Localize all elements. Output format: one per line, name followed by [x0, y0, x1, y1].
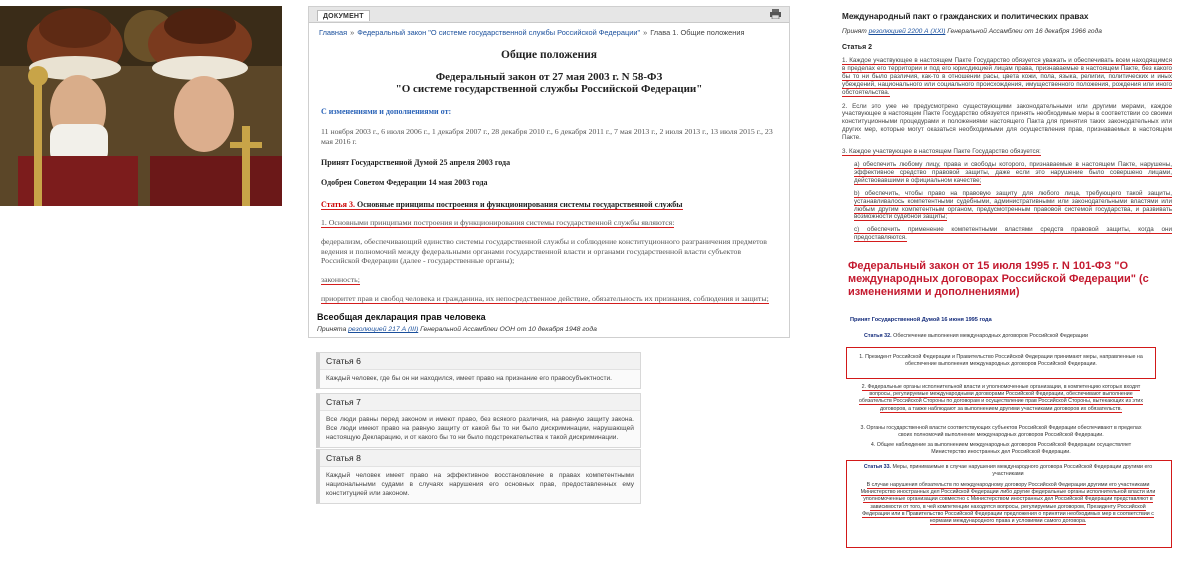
udhr-article-7: [316, 393, 641, 448]
fz101-article-32-heading: [864, 333, 1172, 339]
udhr-article-8: [316, 449, 641, 504]
udhr-article-8-text: Каждый человек имеет право на эффективное восстановление в правах компетентными национальными судами в случаях нарушения его основных прав, предоставленных ему конституцией или законом.: [326, 472, 634, 497]
udhr-section: [308, 312, 788, 562]
article-3-legality-text: законность;: [321, 275, 360, 285]
iccpr-p1-text: 1. Каждое участвующее в настоящем Пакте Государство обязуется уважать и обеспечивать всем находящимся в пределах его территории и под его юрисдикцией лицам права, признаваемые в настоящем Пакте, без какого бы то ни было различия, как-то в отношении расы, цвета кожи, пола, языка, религии, политических и иных убеждений, национального или социального происхождения, имущественного положения, рождения или иного обстоятельства.: [842, 57, 1172, 96]
iccpr-subtitle: [842, 28, 1172, 35]
iccpr-p3b: [854, 190, 1172, 222]
document-panel: [308, 6, 790, 338]
fz101-article-33-body: В случае нарушения обязательств по международному договору Российской Федерации другими его участниками Министерство иностранных дел Российской Федерации либо другие федеральные органы исполнительной власти или уполномоченные организации совместно с Министерством иностранных дел Российской Федерации представляют в зависимости от того, в чей компетенции находятся вопросы, регулируемые договором, Президенту Российской Федерации или в Правительство Российской Федерации предложения о принятии необходимых мер в соответствии с нормами международного права и условиями самого договора.: [860, 482, 1156, 525]
iccpr-p3-text: 3. Каждое участвующее в настоящем Пакте Государство обязуется:: [842, 148, 1041, 156]
fz101-p1: 1. Президент Российской Федерации и Правительство Российской Федерации принимают меры, направленные на обеспечение выполнения международных договоров Российской Федерации.: [859, 354, 1143, 368]
photo-illustration: [0, 6, 282, 206]
law-title-line1: Федеральный закон от 27 мая 2003 г. N 58-ФЗ: [435, 71, 663, 83]
document-tab[interactable]: ДОКУМЕНТ: [317, 10, 370, 21]
breadcrumb-current: Глава 1. Общие положения: [650, 28, 745, 37]
udhr-sub-prefix: Принята: [317, 326, 347, 333]
breadcrumb: Главная » Федеральный закон "О системе государственной службы Российской Федерации" » Глава 1. Общие положения: [319, 28, 745, 37]
article-3-priority: [321, 294, 775, 304]
iccpr-resolution-link[interactable]: резолюцией 2200 А (XXI): [868, 28, 946, 35]
fz101-article-32-number: Статья 32.: [864, 333, 892, 340]
fz101-p2: [856, 384, 1146, 413]
article-3-p1: [321, 218, 775, 228]
article-3-heading: [321, 200, 789, 209]
fz101-adopted: Принят Государственной Думой 16 июня 1995 года: [850, 317, 992, 324]
iccpr-p3: [842, 148, 1172, 156]
iccpr-p3b-text: b) обеспечить, чтобы право на правовую защиту для любого лица, требующего такой защиты, устанавливалось компетентными судебными, административными или законодательными властями или любым другим компетентным органом, предусмотренным правовой системой государства, и развивать возможности судебной защиты;: [854, 189, 1172, 221]
fz101-article-32-title: Обеспечение выполнения международных договоров Российской Федерации: [893, 333, 1089, 340]
article-3-federalism: федерализм, обеспечивающий единство системы государственной службы и соблюдение конституционного разграничения предметов ведения и полномочий между федеральными органами государственной власти и органами государственной власти субъектов Российской Федерации (далее - государственные органы);: [321, 236, 767, 266]
breadcrumb-home[interactable]: Главная: [319, 28, 348, 37]
udhr-sub-suffix: Генеральной Ассамблеи ООН от 10 декабря 1948 года: [420, 326, 597, 333]
breadcrumb-law[interactable]: Федеральный закон "О системе государственной службы Российской Федерации": [357, 28, 641, 37]
amendment-dates: 11 ноября 2003 г., 6 июля 2006 г., 1 декабря 2007 г., 28 декабря 2010 г., 6 декабря 2011 г., 7 мая 2013 г., 2 июля 2013 г., 13 июля 2015 г., 23 мая 2016 г.: [321, 127, 773, 146]
article-3-p1-text: 1. Основными принципами построения и функционирования системы государственной службы являются:: [321, 218, 675, 227]
fz101-article-33-title: Меры, принимаемые в случае нарушения международного договора Российской Федерации другими его участниками: [892, 464, 1153, 478]
iccpr-title: Международный пакт о гражданских и политических правах: [842, 12, 1089, 21]
iccpr-p1: [842, 57, 1172, 97]
iccpr-p3a-text: a) обеспечить любому лицу, права и свободы которого, признаваемые в настоящем Пакте, нарушены, эффективное средство правовой защиты, даже если это нарушение было совершено лицами, действовавшими в официальном качестве;: [854, 160, 1172, 184]
iccpr-p3c: [854, 226, 1172, 242]
iccpr-sub-prefix: Принят: [842, 28, 867, 35]
iccpr-sub-suffix: Генеральной Ассамблеи от 16 декабря 1966 года: [947, 28, 1102, 35]
fz101-p4: 4. Общее наблюдение за выполнением международных договоров Российской Федерации осуществляет Министерство иностранных дел Российской Федерации.: [870, 442, 1132, 456]
article-3-priority-text: приоритет прав и свобод человека и гражданина, их непосредственное действие, обязательность их признания, соблюдения и защиты;: [321, 293, 769, 303]
approved-council: Одобрен Советом Федерации 14 мая 2003 года: [321, 178, 488, 187]
fz101-article-33-text: [856, 482, 1160, 525]
iccpr-article-2: Статья 2: [842, 44, 873, 51]
udhr-article-6-text: Каждый человек, где бы он ни находился, имеет право на признание его правосубъектности.: [326, 375, 612, 382]
article-3-legality: [321, 275, 775, 285]
adopted-duma: Принят Государственной Думой 25 апреля 2003 года: [321, 158, 511, 167]
fz101-article-33-heading: [856, 464, 1160, 478]
udhr-article-7-heading: Статья 7: [320, 394, 640, 411]
page-title: Общие положения: [501, 49, 597, 61]
udhr-title: Всеобщая декларация прав человека: [317, 312, 486, 322]
udhr-resolution-link[interactable]: резолюцией 217 А (III): [348, 326, 419, 333]
article-3-title: Основные принципы построения и функционирования системы государственной службы: [356, 200, 683, 209]
law-title-line2: "О системе государственной службы Российской Федерации": [395, 83, 703, 95]
article-3-number: Статья 3.: [321, 200, 355, 209]
fz101-p3: 3. Органы государственной власти соответствующих субъектов Российской Федерации обеспечивают в пределах своих полномочий выполнение международных договоров Российской Федерации.: [860, 425, 1142, 439]
udhr-article-6-heading: Статья 6: [320, 353, 640, 370]
udhr-article-8-heading: Статья 8: [320, 450, 640, 467]
udhr-article-6: [316, 352, 641, 389]
iccpr-p2: 2. Если это уже не предусмотрено существующими законодательными или другими мерами, каждое участвующее в настоящем Пакте Государство обязуется принять необходимые меры в соответствии со своими конституционными процедурами и положениями настоящего Пакта для принятия таких законодательных или других мер, которые могут оказаться необходимыми для осуществления прав, признаваемых в настоящем Пакте.: [842, 102, 1172, 142]
document-tabbar: [309, 7, 789, 23]
iccpr-p3c-text: c) обеспечить применение компетентными властями средств правовой защиты, когда они предоставляются.: [854, 226, 1172, 242]
udhr-subtitle: [317, 326, 788, 333]
fz101-article-33-number: Статья 33.: [863, 464, 891, 470]
photo-two-men-fur-crowns: [0, 6, 282, 206]
fz101-title: Федеральный закон от 15 июля 1995 г. N 101-ФЗ "О международных договорах Российской Федерации" (с изменениями и дополнениями): [848, 260, 1149, 299]
law-title: [309, 71, 789, 95]
udhr-article-7-text: Все люди равны перед законом и имеют право, без всякого различия, на равную защиту закона. Все люди имеют право на равную защиту от какой бы то ни было дискриминации, нарушающей настоящую Декларацию, и от какого бы то ни было подстрекательства к такой дискриминации.: [326, 416, 634, 441]
amendments-label: С изменениями и дополнениями от:: [321, 107, 452, 116]
print-icon[interactable]: [770, 9, 781, 19]
iccpr-p3a: [854, 161, 1172, 185]
fz101-p2-text: 2. Федеральные органы исполнительной власти и уполномоченные организации, в компетенцию которых входят вопросы, регулируемые международными договорами Российской Федерации, обеспечивают выполнение обязательств Российской Стороны по договорам и осуществление прав Российской Стороны, вытекающих из этих договоров, а также наблюдают за выполнением другими участниками договоров их обязательств.: [858, 384, 1144, 412]
